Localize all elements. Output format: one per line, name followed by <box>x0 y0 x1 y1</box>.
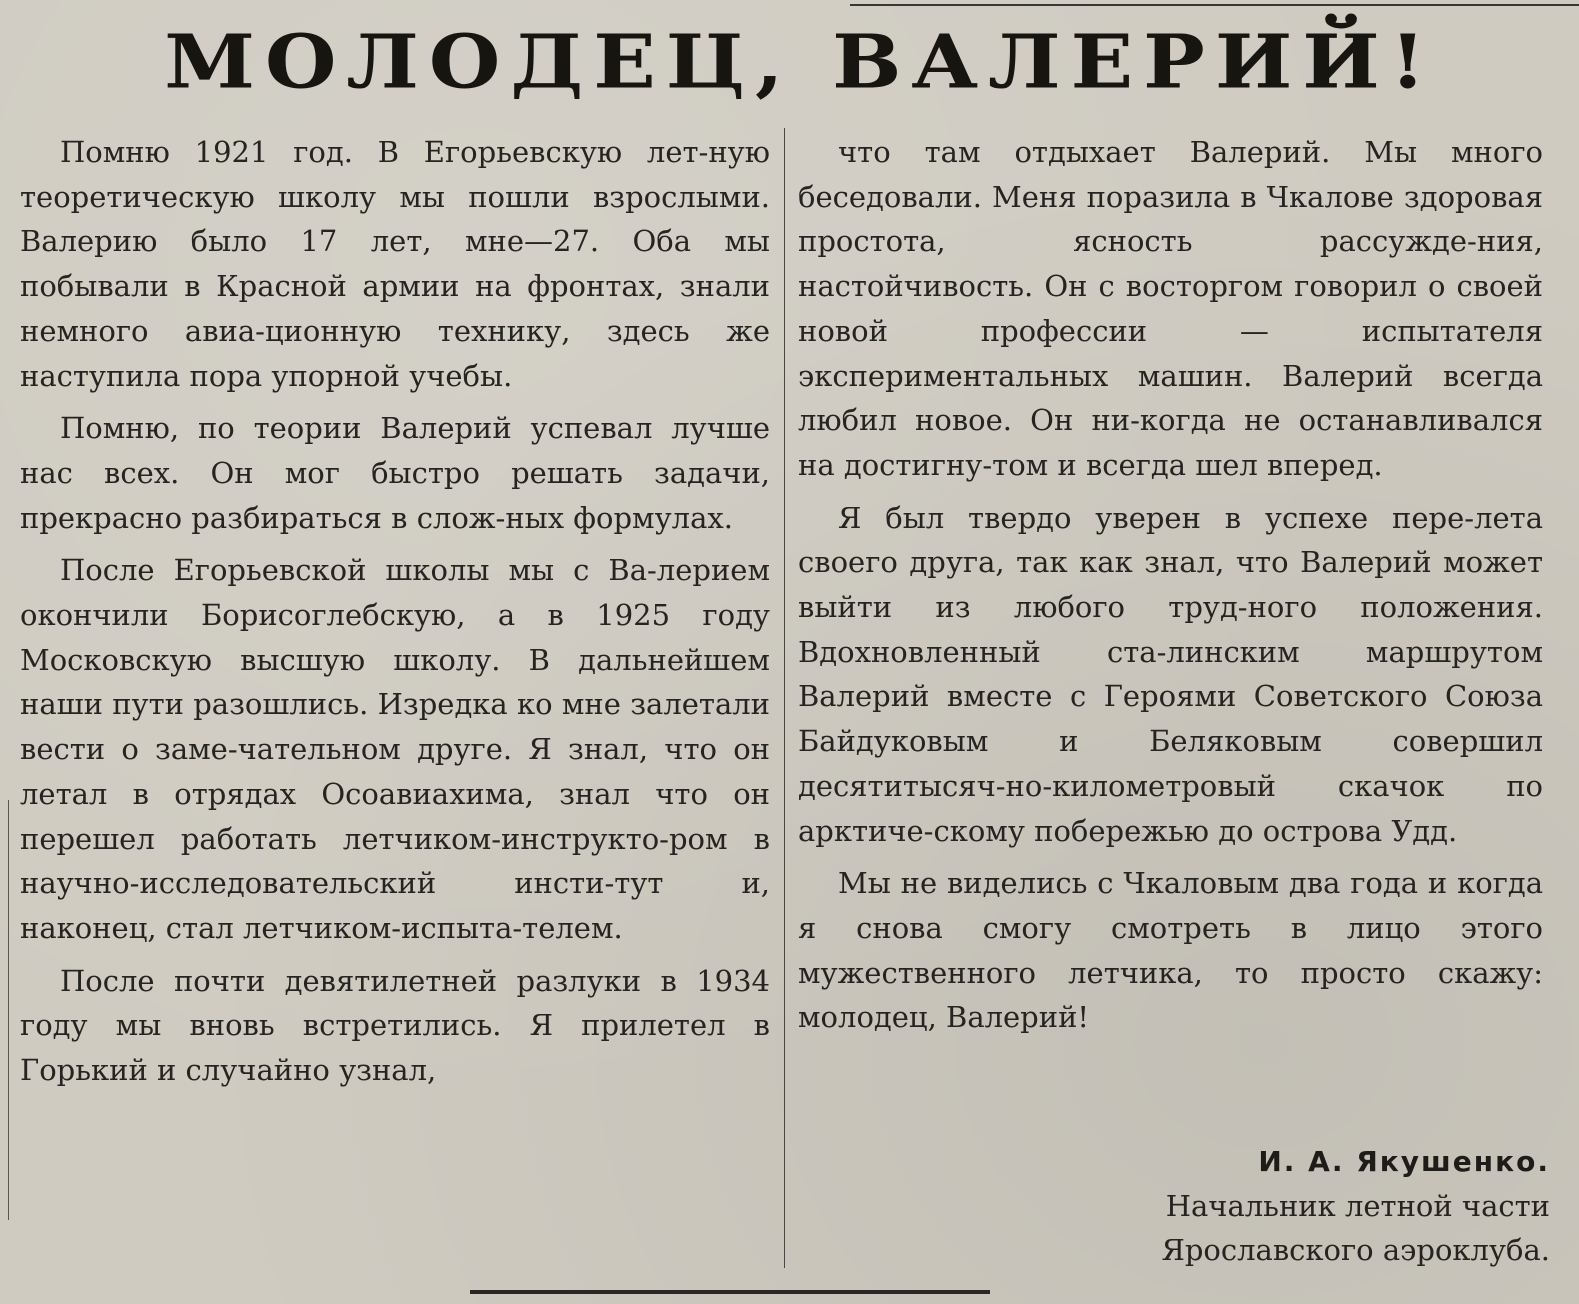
left-column <box>20 130 770 1101</box>
column-divider <box>784 128 785 1268</box>
author-position <box>1020 1184 1550 1272</box>
article-headline: МОЛОДЕЦ, ВАЛЕРИЙ! <box>164 19 1436 106</box>
paragraph: После почти девятилетней разлуки в 1934 году мы вновь встретились. Я прилетел в Горький и случайно узнал, <box>20 963 770 1088</box>
paragraph: что там отдыхает Валерий. Мы много беседовали. Меня поразила в Чкалове здоровая простота, ясность рассужде-ния, настойчивость. Он с восторгом говорил о своей новой профессии — испытателя экспериментальных машин. Валерий всегда любил новое. Он ни-когда не останавливался на достигну-том и всегда шел вперед. <box>798 135 1543 482</box>
right-column <box>798 130 1543 1048</box>
paragraph: Я был твердо уверен в успехе пере-лета своего друга, так как знал, что Валерий может выйти из любого труд-ного положения. Вдохновленный ста-линским маршрутом Валерий вместе с Героями Советского Союза Байдуковым и Беляковым совершил десятитысяч-но-километровый скачок по арктиче-скому побережью до острова Удд. <box>798 500 1543 848</box>
top-rule <box>850 4 1579 6</box>
paragraph: Помню 1921 год. В Егорьевскую лет-ную теоретическую школу мы пошли взрослыми. Валерию было 17 лет, мне—27. Оба мы побывали в Красной армии на фронтах, знали немного авиа-ционную технику, здесь же наступила пора упорной учебы. <box>20 135 770 393</box>
bottom-rule <box>470 1290 990 1294</box>
column-edge-line <box>8 800 9 1220</box>
author-position-line: Начальник летной части <box>1165 1189 1550 1223</box>
paragraph: Мы не виделись с Чкаловым два года и когда я снова смогу смотреть в лицо этого мужественного летчика, то просто скажу: молодец, Валерий! <box>798 866 1543 1035</box>
paragraph: После Егорьевской школы мы с Ва-лерием окончили Борисоглебскую, а в 1925 году Московскую высшую школу. В дальнейшем наши пути разошлись. Изредка ко мне залетали вести о заме-чательном друге. Я знал, что он летал в отрядах Осоавиахима, знал что он перешел работать летчиком-инструкто-ром в научно-исследовательский инсти-тут и, наконец, стал летчиком-испыта-телем. <box>20 553 770 945</box>
author-name: И. А. Якушенко. <box>1258 1145 1550 1178</box>
author-position-line: Ярославского аэроклуба. <box>1161 1233 1550 1267</box>
paragraph: Помню, по теории Валерий успевал лучше нас всех. Он мог быстро решать задачи, прекрасно разбираться в слож-ных формулах. <box>20 411 770 535</box>
